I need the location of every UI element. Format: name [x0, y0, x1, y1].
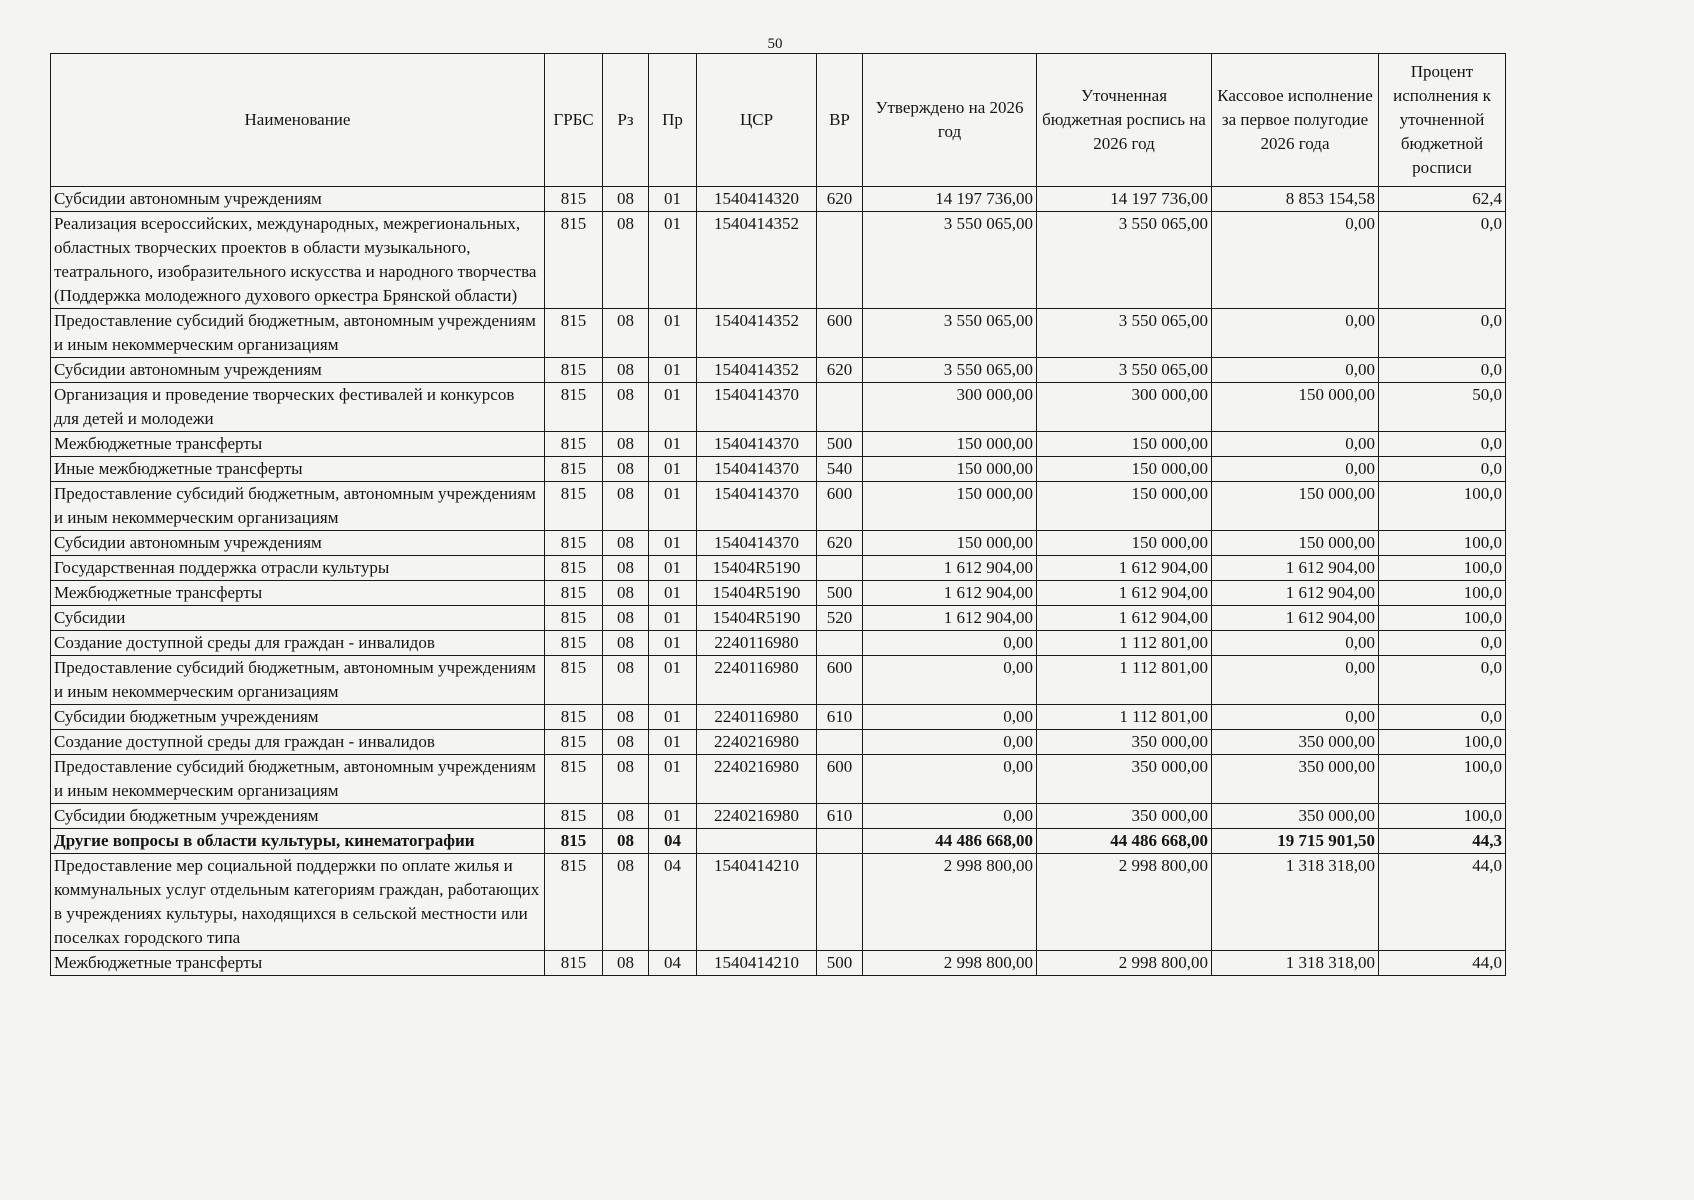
row-approved-cell: 0,00 [863, 705, 1037, 730]
table-row [51, 482, 1506, 531]
row-csr-cell: 1540414352 [697, 358, 817, 383]
row-pr-cell: 01 [649, 581, 697, 606]
row-approved-cell: 0,00 [863, 755, 1037, 804]
row-percent-cell: 100,0 [1379, 531, 1506, 556]
row-approved-cell: 3 550 065,00 [863, 212, 1037, 309]
row-vr-cell: 600 [817, 482, 863, 531]
row-cash-cell: 1 612 904,00 [1212, 581, 1379, 606]
row-vr-cell: 600 [817, 309, 863, 358]
row-refined-cell: 1 612 904,00 [1037, 581, 1212, 606]
row-rz-cell: 08 [603, 531, 649, 556]
row-grbs-cell: 815 [545, 432, 603, 457]
row-rz-cell: 08 [603, 309, 649, 358]
row-rz-cell: 08 [603, 804, 649, 829]
header-vr: ВР [817, 54, 863, 187]
table-row [51, 383, 1506, 432]
row-vr-cell [817, 212, 863, 309]
row-approved-cell: 2 998 800,00 [863, 951, 1037, 976]
row-csr-cell: 1540414210 [697, 951, 817, 976]
row-cash-cell: 8 853 154,58 [1212, 187, 1379, 212]
row-pr-cell: 01 [649, 556, 697, 581]
row-percent-cell: 0,0 [1379, 358, 1506, 383]
row-cash-cell: 0,00 [1212, 705, 1379, 730]
row-approved-cell: 0,00 [863, 631, 1037, 656]
row-name-cell: Субсидии автономным учреждениям [51, 358, 545, 383]
row-pr-cell: 01 [649, 656, 697, 705]
row-vr-cell [817, 383, 863, 432]
row-csr-cell [697, 829, 817, 854]
row-grbs-cell: 815 [545, 457, 603, 482]
row-percent-cell: 0,0 [1379, 656, 1506, 705]
row-name-cell: Субсидии бюджетным учреждениям [51, 804, 545, 829]
row-refined-cell: 2 998 800,00 [1037, 854, 1212, 951]
header-cash: Кассовое исполнение за первое полугодие 2026 года [1212, 54, 1379, 187]
row-csr-cell: 2240216980 [697, 730, 817, 755]
row-csr-cell: 2240116980 [697, 705, 817, 730]
table-row [51, 705, 1506, 730]
row-csr-cell: 2240116980 [697, 656, 817, 705]
row-vr-cell: 620 [817, 358, 863, 383]
table-row [51, 730, 1506, 755]
row-approved-cell: 150 000,00 [863, 482, 1037, 531]
row-rz-cell: 08 [603, 951, 649, 976]
row-rz-cell: 08 [603, 358, 649, 383]
table-header-row [51, 54, 1506, 187]
row-pr-cell: 01 [649, 531, 697, 556]
row-percent-cell: 0,0 [1379, 631, 1506, 656]
row-approved-cell: 14 197 736,00 [863, 187, 1037, 212]
row-name-cell: Межбюджетные трансферты [51, 432, 545, 457]
row-name-cell: Межбюджетные трансферты [51, 951, 545, 976]
table-row [51, 829, 1506, 854]
row-percent-cell: 44,3 [1379, 829, 1506, 854]
row-percent-cell: 100,0 [1379, 581, 1506, 606]
row-cash-cell: 1 318 318,00 [1212, 854, 1379, 951]
table-row [51, 309, 1506, 358]
row-name-cell: Субсидии [51, 606, 545, 631]
row-rz-cell: 08 [603, 187, 649, 212]
row-pr-cell: 01 [649, 730, 697, 755]
row-cash-cell: 0,00 [1212, 656, 1379, 705]
row-refined-cell: 1 112 801,00 [1037, 705, 1212, 730]
row-percent-cell: 0,0 [1379, 212, 1506, 309]
header-approved: Утверждено на 2026 год [863, 54, 1037, 187]
row-pr-cell: 01 [649, 383, 697, 432]
table-row [51, 212, 1506, 309]
row-percent-cell: 44,0 [1379, 854, 1506, 951]
row-name-cell: Создание доступной среды для граждан - инвалидов [51, 631, 545, 656]
table-row [51, 457, 1506, 482]
row-cash-cell: 350 000,00 [1212, 730, 1379, 755]
row-rz-cell: 08 [603, 457, 649, 482]
row-name-cell: Межбюджетные трансферты [51, 581, 545, 606]
row-csr-cell: 2240116980 [697, 631, 817, 656]
row-approved-cell: 150 000,00 [863, 531, 1037, 556]
row-grbs-cell: 815 [545, 730, 603, 755]
row-cash-cell: 1 612 904,00 [1212, 556, 1379, 581]
row-grbs-cell: 815 [545, 656, 603, 705]
row-csr-cell: 15404R5190 [697, 581, 817, 606]
header-percent: Процент исполнения к уточненной бюджетной росписи [1379, 54, 1506, 187]
header-name: Наименование [51, 54, 545, 187]
row-name-cell: Предоставление мер социальной поддержки по оплате жилья и коммунальных услуг отдельным категориям граждан, работающих в учреждениях культуры, находящихся в сельской местности или поселках городского типа [51, 854, 545, 951]
row-refined-cell: 3 550 065,00 [1037, 358, 1212, 383]
row-refined-cell: 2 998 800,00 [1037, 951, 1212, 976]
row-cash-cell: 0,00 [1212, 631, 1379, 656]
header-rz: Рз [603, 54, 649, 187]
row-rz-cell: 08 [603, 829, 649, 854]
row-refined-cell: 1 112 801,00 [1037, 656, 1212, 705]
row-approved-cell: 3 550 065,00 [863, 358, 1037, 383]
row-cash-cell: 350 000,00 [1212, 755, 1379, 804]
row-cash-cell: 150 000,00 [1212, 383, 1379, 432]
row-grbs-cell: 815 [545, 606, 603, 631]
row-percent-cell: 100,0 [1379, 606, 1506, 631]
row-refined-cell: 44 486 668,00 [1037, 829, 1212, 854]
row-approved-cell: 44 486 668,00 [863, 829, 1037, 854]
row-name-cell: Создание доступной среды для граждан - инвалидов [51, 730, 545, 755]
row-refined-cell: 1 612 904,00 [1037, 606, 1212, 631]
row-percent-cell: 44,0 [1379, 951, 1506, 976]
row-refined-cell: 150 000,00 [1037, 457, 1212, 482]
row-vr-cell [817, 730, 863, 755]
row-approved-cell: 150 000,00 [863, 432, 1037, 457]
row-csr-cell: 1540414210 [697, 854, 817, 951]
row-rz-cell: 08 [603, 556, 649, 581]
row-name-cell: Государственная поддержка отрасли культуры [51, 556, 545, 581]
row-vr-cell: 610 [817, 705, 863, 730]
row-rz-cell: 08 [603, 656, 649, 705]
row-approved-cell: 3 550 065,00 [863, 309, 1037, 358]
row-approved-cell: 0,00 [863, 656, 1037, 705]
row-grbs-cell: 815 [545, 358, 603, 383]
row-grbs-cell: 815 [545, 187, 603, 212]
row-name-cell: Иные межбюджетные трансферты [51, 457, 545, 482]
table-row [51, 656, 1506, 705]
row-percent-cell: 0,0 [1379, 309, 1506, 358]
row-percent-cell: 0,0 [1379, 705, 1506, 730]
row-vr-cell [817, 829, 863, 854]
row-grbs-cell: 815 [545, 556, 603, 581]
row-pr-cell: 01 [649, 358, 697, 383]
row-pr-cell: 04 [649, 854, 697, 951]
row-rz-cell: 08 [603, 482, 649, 531]
header-refined: Уточненная бюджетная роспись на 2026 год [1037, 54, 1212, 187]
row-name-cell: Предоставление субсидий бюджетным, автономным учреждениям и иным некоммерческим организациям [51, 656, 545, 705]
row-vr-cell: 540 [817, 457, 863, 482]
row-pr-cell: 01 [649, 187, 697, 212]
row-refined-cell: 150 000,00 [1037, 482, 1212, 531]
row-refined-cell: 14 197 736,00 [1037, 187, 1212, 212]
row-rz-cell: 08 [603, 705, 649, 730]
row-grbs-cell: 815 [545, 482, 603, 531]
row-grbs-cell: 815 [545, 309, 603, 358]
row-percent-cell: 100,0 [1379, 556, 1506, 581]
row-rz-cell: 08 [603, 730, 649, 755]
budget-execution-table [50, 53, 1506, 976]
row-grbs-cell: 815 [545, 383, 603, 432]
row-vr-cell: 520 [817, 606, 863, 631]
row-grbs-cell: 815 [545, 804, 603, 829]
row-grbs-cell: 815 [545, 631, 603, 656]
row-refined-cell: 150 000,00 [1037, 432, 1212, 457]
row-percent-cell: 50,0 [1379, 383, 1506, 432]
page-number: 50 [767, 36, 783, 52]
row-approved-cell: 0,00 [863, 730, 1037, 755]
row-pr-cell: 04 [649, 829, 697, 854]
row-cash-cell: 0,00 [1212, 457, 1379, 482]
row-percent-cell: 0,0 [1379, 457, 1506, 482]
row-approved-cell: 2 998 800,00 [863, 854, 1037, 951]
header-grbs: ГРБС [545, 54, 603, 187]
row-grbs-cell: 815 [545, 755, 603, 804]
row-vr-cell [817, 556, 863, 581]
row-cash-cell: 150 000,00 [1212, 482, 1379, 531]
row-vr-cell: 600 [817, 755, 863, 804]
row-csr-cell: 1540414370 [697, 457, 817, 482]
row-approved-cell: 1 612 904,00 [863, 556, 1037, 581]
row-name-cell: Субсидии автономным учреждениям [51, 531, 545, 556]
row-csr-cell: 2240216980 [697, 804, 817, 829]
row-approved-cell: 0,00 [863, 804, 1037, 829]
row-rz-cell: 08 [603, 383, 649, 432]
row-grbs-cell: 815 [545, 212, 603, 309]
row-cash-cell: 0,00 [1212, 432, 1379, 457]
table-row [51, 804, 1506, 829]
row-name-cell: Предоставление субсидий бюджетным, автономным учреждениям и иным некоммерческим организациям [51, 309, 545, 358]
row-vr-cell: 600 [817, 656, 863, 705]
row-percent-cell: 62,4 [1379, 187, 1506, 212]
row-cash-cell: 19 715 901,50 [1212, 829, 1379, 854]
table-row [51, 432, 1506, 457]
row-vr-cell: 500 [817, 581, 863, 606]
table-row [51, 951, 1506, 976]
row-name-cell: Субсидии бюджетным учреждениям [51, 705, 545, 730]
row-refined-cell: 350 000,00 [1037, 804, 1212, 829]
row-refined-cell: 1 612 904,00 [1037, 556, 1212, 581]
table-row [51, 581, 1506, 606]
row-cash-cell: 1 318 318,00 [1212, 951, 1379, 976]
header-pr: Пр [649, 54, 697, 187]
row-refined-cell: 350 000,00 [1037, 755, 1212, 804]
table-row [51, 631, 1506, 656]
row-refined-cell: 300 000,00 [1037, 383, 1212, 432]
table-row [51, 187, 1506, 212]
row-cash-cell: 350 000,00 [1212, 804, 1379, 829]
row-approved-cell: 1 612 904,00 [863, 606, 1037, 631]
row-rz-cell: 08 [603, 755, 649, 804]
row-vr-cell: 500 [817, 951, 863, 976]
row-vr-cell: 620 [817, 187, 863, 212]
row-csr-cell: 1540414320 [697, 187, 817, 212]
row-refined-cell: 1 112 801,00 [1037, 631, 1212, 656]
row-pr-cell: 01 [649, 482, 697, 531]
row-name-cell: Предоставление субсидий бюджетным, автономным учреждениям и иным некоммерческим организациям [51, 482, 545, 531]
row-grbs-cell: 815 [545, 951, 603, 976]
row-rz-cell: 08 [603, 581, 649, 606]
row-pr-cell: 01 [649, 755, 697, 804]
row-rz-cell: 08 [603, 854, 649, 951]
row-cash-cell: 0,00 [1212, 212, 1379, 309]
row-pr-cell: 01 [649, 457, 697, 482]
row-pr-cell: 01 [649, 606, 697, 631]
row-approved-cell: 300 000,00 [863, 383, 1037, 432]
table-row [51, 531, 1506, 556]
row-csr-cell: 2240216980 [697, 755, 817, 804]
row-csr-cell: 1540414370 [697, 432, 817, 457]
row-cash-cell: 150 000,00 [1212, 531, 1379, 556]
row-grbs-cell: 815 [545, 705, 603, 730]
row-vr-cell: 610 [817, 804, 863, 829]
row-grbs-cell: 815 [545, 854, 603, 951]
row-csr-cell: 1540414370 [697, 482, 817, 531]
row-percent-cell: 100,0 [1379, 730, 1506, 755]
row-pr-cell: 01 [649, 309, 697, 358]
row-csr-cell: 15404R5190 [697, 606, 817, 631]
row-name-cell: Другие вопросы в области культуры, кинематографии [51, 829, 545, 854]
row-pr-cell: 01 [649, 432, 697, 457]
row-csr-cell: 1540414352 [697, 212, 817, 309]
row-percent-cell: 100,0 [1379, 755, 1506, 804]
table-row [51, 358, 1506, 383]
row-pr-cell: 01 [649, 631, 697, 656]
row-pr-cell: 01 [649, 705, 697, 730]
row-csr-cell: 1540414370 [697, 531, 817, 556]
row-vr-cell [817, 631, 863, 656]
row-percent-cell: 100,0 [1379, 482, 1506, 531]
row-name-cell: Субсидии автономным учреждениям [51, 187, 545, 212]
header-csr: ЦСР [697, 54, 817, 187]
table-row [51, 755, 1506, 804]
row-pr-cell: 01 [649, 212, 697, 309]
row-rz-cell: 08 [603, 631, 649, 656]
row-percent-cell: 100,0 [1379, 804, 1506, 829]
row-rz-cell: 08 [603, 212, 649, 309]
row-name-cell: Предоставление субсидий бюджетным, автономным учреждениям и иным некоммерческим организациям [51, 755, 545, 804]
row-pr-cell: 04 [649, 951, 697, 976]
row-rz-cell: 08 [603, 606, 649, 631]
row-cash-cell: 1 612 904,00 [1212, 606, 1379, 631]
row-pr-cell: 01 [649, 804, 697, 829]
row-vr-cell [817, 854, 863, 951]
row-approved-cell: 1 612 904,00 [863, 581, 1037, 606]
row-csr-cell: 15404R5190 [697, 556, 817, 581]
row-name-cell: Организация и проведение творческих фестивалей и конкурсов для детей и молодежи [51, 383, 545, 432]
row-grbs-cell: 815 [545, 581, 603, 606]
row-percent-cell: 0,0 [1379, 432, 1506, 457]
row-refined-cell: 350 000,00 [1037, 730, 1212, 755]
row-vr-cell: 620 [817, 531, 863, 556]
row-approved-cell: 150 000,00 [863, 457, 1037, 482]
table-row [51, 854, 1506, 951]
row-csr-cell: 1540414370 [697, 383, 817, 432]
row-refined-cell: 3 550 065,00 [1037, 212, 1212, 309]
row-vr-cell: 500 [817, 432, 863, 457]
row-grbs-cell: 815 [545, 531, 603, 556]
row-cash-cell: 0,00 [1212, 309, 1379, 358]
table-row [51, 606, 1506, 631]
row-rz-cell: 08 [603, 432, 649, 457]
row-name-cell: Реализация всероссийских, международных, межрегиональных, областных творческих проектов в области музыкального, театрального, изобразительного искусства и народного творчества (Поддержка молодежного духового оркестра Брянской области) [51, 212, 545, 309]
row-refined-cell: 3 550 065,00 [1037, 309, 1212, 358]
row-refined-cell: 150 000,00 [1037, 531, 1212, 556]
row-cash-cell: 0,00 [1212, 358, 1379, 383]
row-csr-cell: 1540414352 [697, 309, 817, 358]
table-row [51, 556, 1506, 581]
row-grbs-cell: 815 [545, 829, 603, 854]
